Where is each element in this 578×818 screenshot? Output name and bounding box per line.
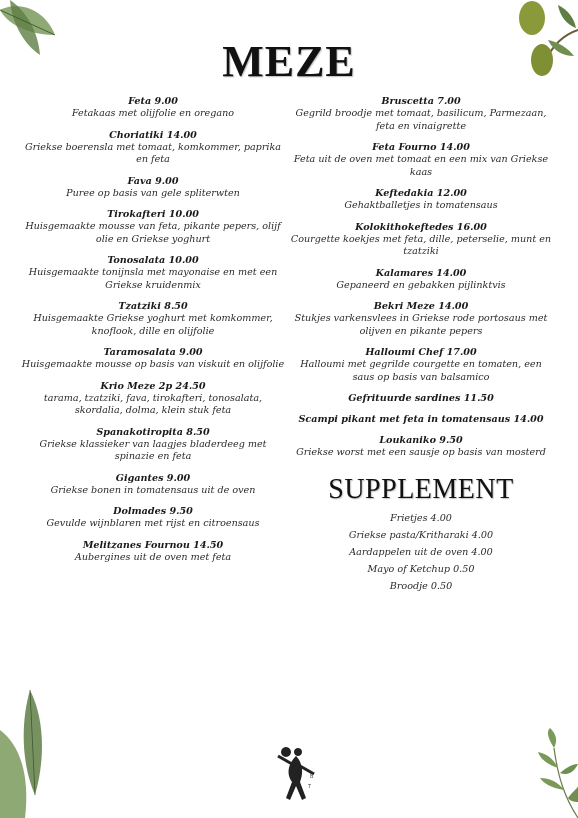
- menu-item: [20, 96, 286, 121]
- menu-item-description: Gehaktballetjes in tomatensaus: [344, 200, 498, 211]
- menu-item-description: Gevulde wijnblaren met rijst en citroensaus: [46, 518, 260, 529]
- menu-item-description: Feta uit de oven met tomaat en een mix van Griekse kaas: [293, 154, 549, 178]
- menu-column-left: [20, 96, 286, 573]
- menu-item: [20, 209, 286, 246]
- menu-item: [20, 176, 286, 201]
- menu-item-name: Kalamares 14.00: [375, 267, 467, 279]
- menu-item-description: Huisgemaakte Griekse yoghurt met komkommer, knoflook, dille en olijfolie: [33, 313, 273, 337]
- menu-item-description: Stukjes varkensvlees in Griekse rode portosaus met olijven en pikante pepers: [294, 313, 548, 337]
- menu-item-name: Halloumi Chef 17.00: [365, 347, 477, 358]
- olive-leaf-icon: [0, 690, 60, 818]
- menu-item-description: Huisgemaakte tonijnsla met mayonaise en met een Griekse kruidenmix: [28, 267, 278, 291]
- menu-item-description: Gepaneerd en gebakken pijlinktvis: [336, 279, 506, 291]
- menu-item-description: Gegrild broodje met tomaat, basilicum, Parmezaan, feta en vinaigrette: [295, 108, 547, 132]
- menu-item-description: Griekse bonen in tomatensaus uit de oven: [50, 484, 256, 496]
- menu-item-name: Taramosalata 9.00: [103, 347, 203, 358]
- menu-item: [288, 301, 554, 338]
- supplement-item: Broodje 0.50: [389, 580, 453, 592]
- menu-item: [20, 473, 286, 498]
- menu-item: [20, 381, 286, 418]
- supplement-item: Mayo of Ketchup 0.50: [367, 563, 475, 575]
- menu-item: [288, 268, 554, 293]
- menu-item: [20, 130, 286, 167]
- supplement-title: SUPPLEMENT: [328, 473, 514, 505]
- menu-item-description: Halloumi met gegrilde courgette en tomaten, een saus op basis van balsamico: [300, 359, 542, 383]
- menu-item-name: Kolokithokeftedes 16.00: [355, 221, 487, 233]
- menu-item-name: Choriatiki 14.00: [109, 129, 197, 141]
- menu-item-name: Bruscetta 7.00: [381, 96, 461, 107]
- menu-item: [20, 347, 286, 372]
- menu-item: [20, 540, 286, 565]
- svg-text:B: B: [310, 774, 314, 780]
- menu-item-name: Feta 9.00: [128, 96, 178, 107]
- menu-item-name: Keftedakia 12.00: [375, 188, 467, 199]
- menu-item-name: Gigantes 9.00: [115, 472, 191, 484]
- supplement-item: Griekse pasta/Kritharaki 4.00: [348, 529, 494, 541]
- menu-item: [288, 222, 554, 259]
- menu-item-name: Bekri Meze 14.00: [373, 301, 469, 312]
- menu-item-description: Griekse boerensla met tomaat, komkommer, paprika en feta: [24, 141, 282, 165]
- menu-item-description: Griekse worst met een sausje op basis van mosterd: [296, 447, 546, 458]
- menu-item: [20, 427, 286, 464]
- menu-item-description: Huisgemaakte mousse op basis van viskuit en olijfolie: [21, 359, 285, 370]
- menu-item: [288, 188, 554, 213]
- menu-item-description: tarama, tzatziki, fava, tirokafteri, tonosalata, skordalia, dolma, klein stuk feta: [43, 392, 263, 416]
- menu-item-name: Loukaniko 9.50: [379, 435, 463, 446]
- menu-item: [288, 414, 554, 426]
- menu-item: [288, 142, 554, 179]
- menu-item-name: Krio Meze 2p 24.50: [100, 380, 206, 392]
- menu-item-name: Dolmades 9.50: [113, 506, 193, 517]
- olive-branch-icon: [520, 728, 578, 818]
- menu-item-name: Fava 9.00: [127, 175, 179, 187]
- supplement-list: [288, 510, 554, 595]
- supplement-item: Frietjes 4.00: [390, 512, 452, 524]
- svg-text:T: T: [308, 784, 312, 790]
- menu-item-description: Courgette koekjes met feta, dille, peterselie, munt en tzatziki: [290, 233, 552, 257]
- menu-item-name: Scampi pikant met feta in tomatensaus 14.00: [298, 414, 544, 425]
- menu-item: [288, 393, 554, 405]
- supplement-item: Aardappelen uit de oven 4.00: [349, 546, 493, 558]
- menu-item-description: Aubergines uit de oven met feta: [74, 551, 232, 563]
- menu-item: [20, 506, 286, 531]
- menu-item-description: Griekse klassieker van laagjes bladerdeeg met spinazie en feta: [39, 438, 267, 462]
- menu-item-name: Tirokafteri 10.00: [107, 209, 199, 220]
- menu-item: [288, 347, 554, 384]
- discus-thrower-logo-icon: [272, 742, 326, 814]
- menu-item: [288, 435, 554, 460]
- menu-item-name: Melitzanes Fournou 14.50: [82, 539, 224, 551]
- menu-item-name: Spanakotiropita 8.50: [96, 426, 210, 438]
- menu-item-description: Fetakaas met olijfolie en oregano: [71, 108, 235, 119]
- menu-item-description: Puree op basis van gele spliterwten: [66, 187, 240, 199]
- menu-item: [20, 301, 286, 338]
- menu-item-description: Huisgemaakte mousse van feta, pikante pepers, olijf olie en Griekse yoghurt: [25, 221, 281, 245]
- menu-column-right: [288, 96, 554, 595]
- menu-item-name: Tonosalata 10.00: [107, 255, 199, 266]
- menu-item: [288, 96, 554, 133]
- menu-item-name: Feta Fourno 14.00: [372, 142, 470, 153]
- page-title: MEZE: [222, 37, 356, 86]
- menu-item: [20, 255, 286, 292]
- menu-item-name: Gefrituurde sardines 11.50: [348, 393, 494, 404]
- menu-item-name: Tzatziki 8.50: [118, 301, 188, 312]
